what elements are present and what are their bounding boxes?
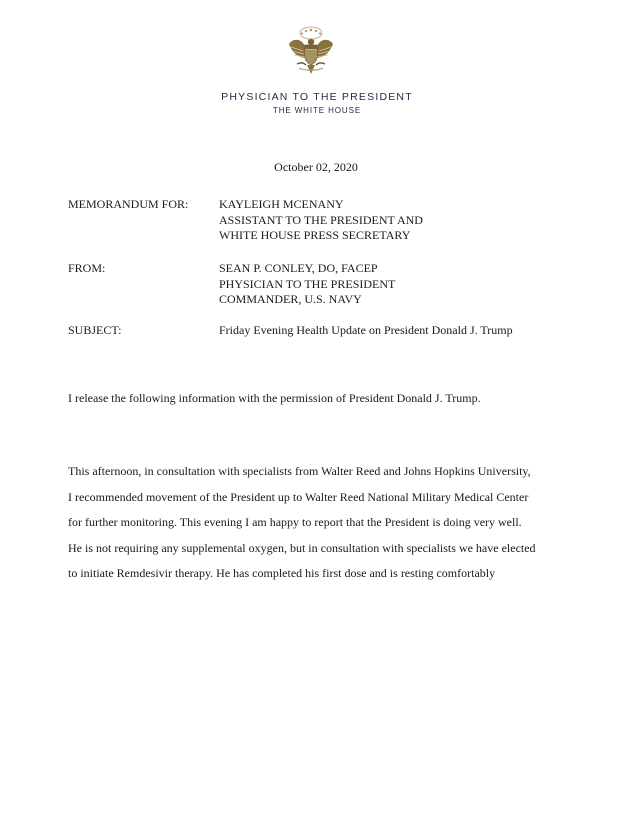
body-line: I recommended movement of the President up to Walter Reed National Military Medical Center <box>68 489 529 504</box>
memo-from-label: FROM: <box>68 261 106 275</box>
office-title: PHYSICIAN TO THE PRESIDENT <box>221 91 413 103</box>
body-line: for further monitoring. This evening I am happy to report that the President is doing very well. <box>68 515 522 530</box>
memo-for-line: WHITE HOUSE PRESS SECRETARY <box>219 228 411 242</box>
presidential-seal-icon <box>285 24 337 78</box>
memo-subject-label: SUBJECT: <box>68 323 122 337</box>
memo-for-line: ASSISTANT TO THE PRESIDENT AND <box>219 212 423 227</box>
office-subtitle: THE WHITE HOUSE <box>272 106 362 115</box>
body-line: This afternoon, in consultation with specialists from Walter Reed and Johns Hopkins University, <box>68 464 531 478</box>
memo-from-line: COMMANDER, U.S. NAVY <box>219 292 362 306</box>
body-paragraph-2 <box>68 459 536 587</box>
body-paragraph-1: I release the following information with the permission of President Donald J. Trump. <box>68 391 481 405</box>
memo-for-label: MEMORANDUM FOR: <box>68 197 189 211</box>
memo-for-recipient <box>219 197 423 244</box>
body-line: He is not requiring any supplemental oxygen, but in consultation with specialists we have elected <box>68 540 536 555</box>
memo-from-sender <box>219 261 395 308</box>
memo-date: October 02, 2020 <box>274 160 358 174</box>
body-line: to initiate Remdesivir therapy. He has completed his first dose and is resting comfortably <box>68 566 496 581</box>
memo-subject: Friday Evening Health Update on President Donald J. Trump <box>219 323 513 337</box>
memo-from-line: PHYSICIAN TO THE PRESIDENT <box>219 276 396 291</box>
memo-for-line: KAYLEIGH MCENANY <box>219 197 344 211</box>
memo-from-line: SEAN P. CONLEY, DO, FACEP <box>219 261 378 275</box>
